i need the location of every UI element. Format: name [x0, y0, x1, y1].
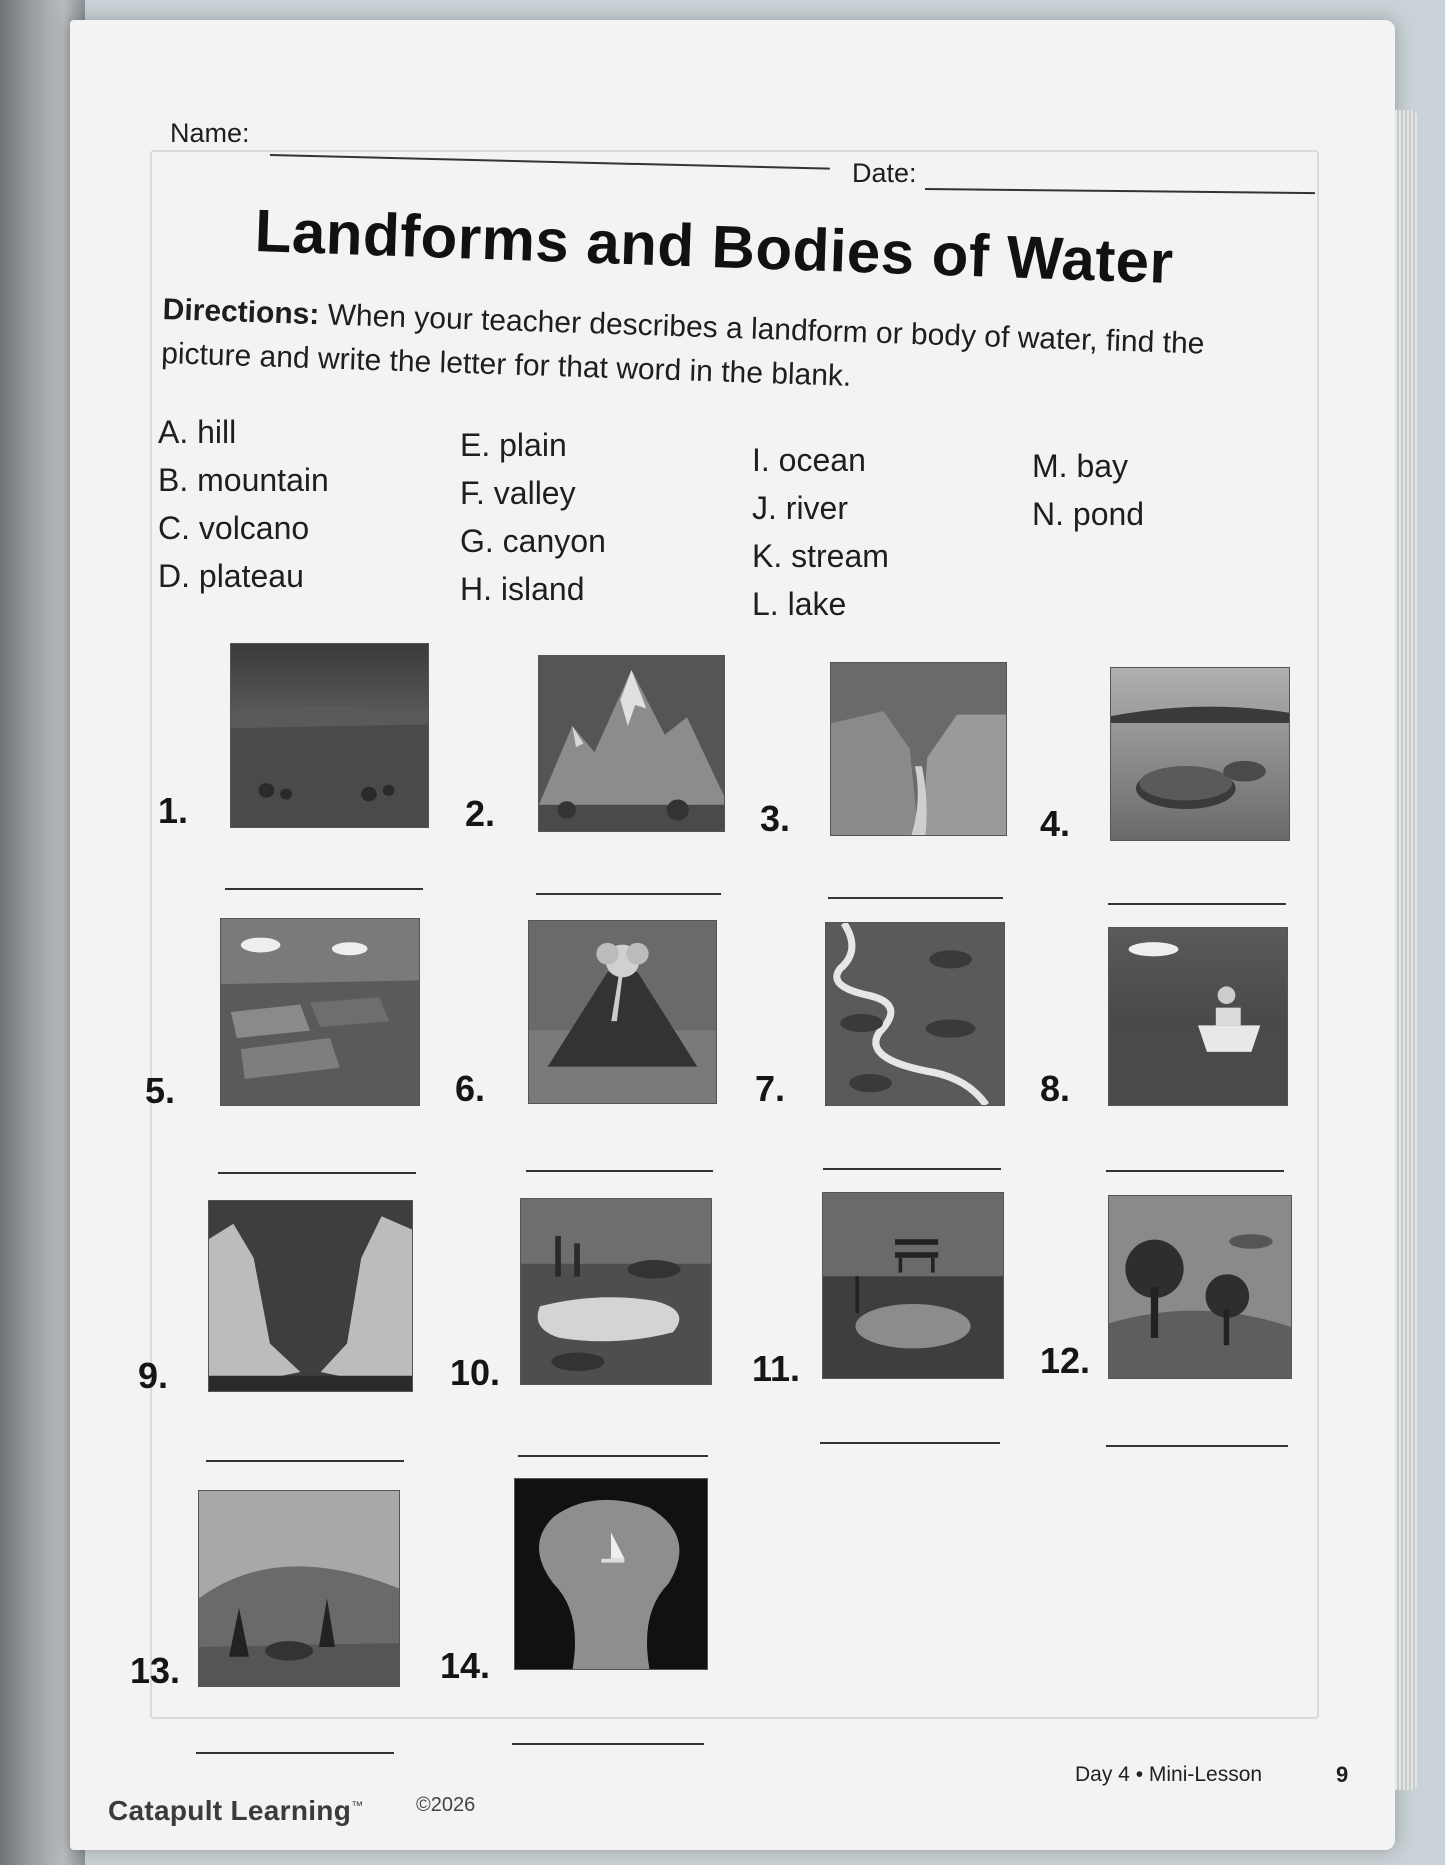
- word-bank-column-1: [158, 408, 329, 600]
- word-bank-column-2: [460, 421, 606, 613]
- item-number: 12.: [1040, 1340, 1091, 1381]
- name-label: Name:: [170, 118, 250, 148]
- item-number: 6.: [455, 1068, 486, 1109]
- answer-blank[interactable]: [225, 888, 423, 890]
- answer-blank[interactable]: [1108, 903, 1286, 905]
- word-bank-item: B. mountain: [158, 462, 329, 498]
- island-picture: [1110, 667, 1290, 841]
- answer-blank[interactable]: [823, 1168, 1001, 1170]
- word-bank-item: F. valley: [460, 475, 576, 511]
- item-number: 9.: [138, 1355, 169, 1396]
- directions-label: Directions:: [162, 293, 320, 332]
- item-number: 10.: [450, 1352, 501, 1393]
- word-bank-item: L. lake: [752, 586, 847, 622]
- river-picture: [520, 1198, 712, 1385]
- canyon-picture: [830, 662, 1007, 836]
- volcano-picture: [528, 920, 717, 1104]
- item-number: 1.: [158, 790, 189, 831]
- item-number: 4.: [1040, 803, 1071, 844]
- answer-blank[interactable]: [526, 1170, 713, 1172]
- brand-logo: [108, 1795, 363, 1827]
- trademark-mark: ™: [351, 1798, 364, 1813]
- word-bank-item: A. hill: [158, 414, 237, 450]
- item-number: 13.: [130, 1650, 181, 1691]
- word-bank-item: G. canyon: [460, 523, 606, 559]
- answer-blank[interactable]: [828, 897, 1003, 899]
- word-bank-item: N. pond: [1032, 496, 1145, 532]
- brand-name: Catapult Learning: [108, 1795, 352, 1826]
- hill-picture: [1108, 1195, 1292, 1379]
- answer-blank[interactable]: [196, 1752, 394, 1754]
- word-bank-item: C. volcano: [158, 510, 310, 546]
- pond-picture: [822, 1192, 1004, 1379]
- answer-blank[interactable]: [206, 1460, 404, 1462]
- word-bank-item: H. island: [460, 571, 585, 607]
- answer-blank[interactable]: [1106, 1445, 1288, 1447]
- ocean-picture: [1108, 927, 1288, 1106]
- word-bank-item: K. stream: [752, 538, 889, 574]
- word-bank-column-4: [1032, 442, 1144, 538]
- item-number: 3.: [760, 798, 791, 839]
- bay-picture: [514, 1478, 708, 1670]
- answer-blank[interactable]: [1106, 1170, 1284, 1172]
- page-title: Landforms and Bodies of Water: [253, 197, 1175, 297]
- word-bank-item: E. plain: [460, 427, 567, 463]
- valley-picture: [208, 1200, 413, 1392]
- item-number: 2.: [465, 793, 496, 834]
- page-stack-edge: [1395, 110, 1417, 1790]
- plateau-picture: [230, 643, 429, 828]
- answer-blank[interactable]: [218, 1172, 416, 1174]
- hill-trees-picture: [198, 1490, 400, 1687]
- item-number: 5.: [145, 1070, 176, 1111]
- word-bank-item: M. bay: [1032, 448, 1129, 484]
- word-bank-item: J. river: [752, 490, 848, 526]
- date-label: Date:: [852, 158, 917, 188]
- item-number: 14.: [440, 1645, 491, 1686]
- page-number: 9: [1336, 1762, 1349, 1787]
- item-number: 7.: [755, 1068, 786, 1109]
- answer-blank[interactable]: [518, 1455, 708, 1457]
- stream-picture: [825, 922, 1005, 1106]
- mountain-picture: [538, 655, 725, 832]
- word-bank-item: I. ocean: [752, 442, 866, 478]
- word-bank-column-3: [752, 436, 889, 628]
- answer-blank[interactable]: [512, 1743, 704, 1745]
- answer-blank[interactable]: [536, 893, 721, 895]
- item-number: 8.: [1040, 1068, 1071, 1109]
- plain-picture: [220, 918, 420, 1106]
- copyright: ©2026: [416, 1794, 476, 1816]
- lesson-label: Day 4 • Mini-Lesson: [1075, 1763, 1263, 1786]
- item-number: 11.: [752, 1348, 801, 1389]
- answer-blank[interactable]: [820, 1442, 1000, 1444]
- directions-text: When your teacher describes a landform or body of water, find the picture and write the letter for that word in the blank.: [160, 298, 1205, 393]
- word-bank-item: D. plateau: [158, 558, 304, 594]
